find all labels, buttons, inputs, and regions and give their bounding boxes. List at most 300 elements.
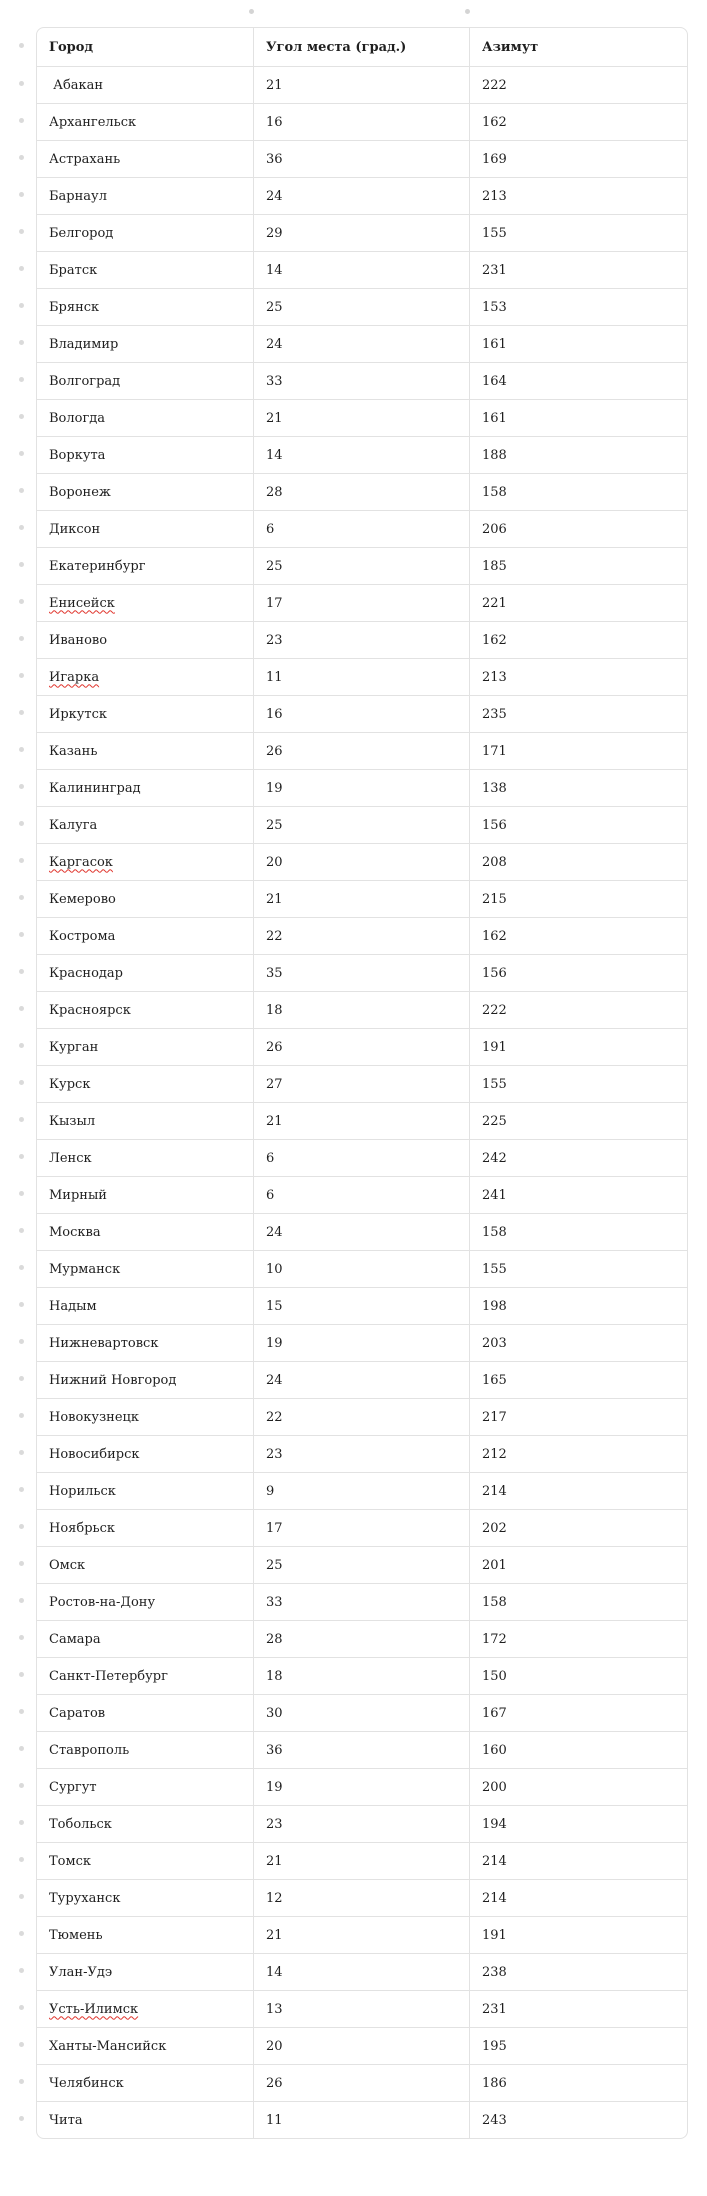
row-handle[interactable] <box>19 1154 24 1159</box>
elevation-cell[interactable]: 33 <box>253 363 469 399</box>
table-row <box>37 584 687 621</box>
city-cell[interactable] <box>37 844 253 880</box>
row-handle[interactable] <box>19 599 24 604</box>
city-cell[interactable] <box>37 474 253 510</box>
table-row <box>37 1361 687 1398</box>
elevation-cell[interactable]: 11 <box>253 659 469 695</box>
elevation-cell[interactable]: 36 <box>253 1732 469 1768</box>
city-name: Улан-Удэ <box>49 1964 113 1980</box>
azimuth-cell[interactable]: 217 <box>469 1399 687 1435</box>
table-row <box>37 917 687 954</box>
city-cell[interactable] <box>37 1436 253 1472</box>
row-handle[interactable] <box>19 710 24 715</box>
azimuth-cell[interactable]: 155 <box>469 1066 687 1102</box>
elevation-cell[interactable]: 25 <box>253 807 469 843</box>
azimuth-cell[interactable]: 231 <box>469 252 687 288</box>
elevation-cell[interactable]: 13 <box>253 1991 469 2027</box>
row-handle[interactable] <box>19 1043 24 1048</box>
elevation-cell[interactable]: 20 <box>253 2028 469 2064</box>
city-cell[interactable] <box>37 807 253 843</box>
table-row <box>37 66 687 103</box>
table-row <box>37 251 687 288</box>
row-handle[interactable] <box>19 1709 24 1714</box>
azimuth-cell[interactable]: 158 <box>469 1214 687 1250</box>
row-handle[interactable] <box>19 636 24 641</box>
city-cell[interactable] <box>37 1917 253 1953</box>
row-handle[interactable] <box>19 1931 24 1936</box>
city-cell[interactable] <box>37 1991 253 2027</box>
elevation-cell[interactable]: 26 <box>253 733 469 769</box>
table-row <box>37 362 687 399</box>
city-cell[interactable] <box>37 696 253 732</box>
row-handle[interactable] <box>19 451 24 456</box>
elevation-cell[interactable]: 20 <box>253 844 469 880</box>
table-row <box>37 1102 687 1139</box>
elevation-cell[interactable]: 12 <box>253 1880 469 1916</box>
city-cell[interactable] <box>37 511 253 547</box>
row-handle[interactable] <box>19 340 24 345</box>
elevation-cell[interactable]: 25 <box>253 289 469 325</box>
elevation-cell[interactable]: 16 <box>253 696 469 732</box>
city-cell[interactable] <box>37 1029 253 1065</box>
table-row <box>37 325 687 362</box>
elevation-cell[interactable]: 25 <box>253 548 469 584</box>
elevation-cell[interactable]: 6 <box>253 1140 469 1176</box>
row-handle[interactable] <box>19 895 24 900</box>
azimuth-cell[interactable]: 243 <box>469 2102 687 2138</box>
azimuth-cell[interactable]: 162 <box>469 104 687 140</box>
city-cell[interactable] <box>37 1399 253 1435</box>
azimuth-cell[interactable]: 188 <box>469 437 687 473</box>
city-cell[interactable] <box>37 622 253 658</box>
row-handle[interactable] <box>19 81 24 86</box>
elevation-cell[interactable]: 19 <box>253 1769 469 1805</box>
city-name: Санкт-Петербург <box>49 1668 168 1684</box>
city-cell[interactable] <box>37 881 253 917</box>
table-row <box>37 1176 687 1213</box>
row-handle[interactable] <box>19 377 24 382</box>
azimuth-cell[interactable]: 201 <box>469 1547 687 1583</box>
azimuth-cell[interactable]: 222 <box>469 67 687 103</box>
city-name: Кемерово <box>49 891 116 907</box>
azimuth-cell[interactable]: 158 <box>469 1584 687 1620</box>
city-cell[interactable] <box>37 733 253 769</box>
elevation-cell[interactable]: 21 <box>253 400 469 436</box>
city-name: Сургут <box>49 1779 97 1795</box>
city-cell[interactable] <box>37 1288 253 1324</box>
row-handle[interactable] <box>19 747 24 752</box>
row-handle[interactable] <box>19 1968 24 1973</box>
azimuth-cell[interactable]: 169 <box>469 141 687 177</box>
table-row <box>37 1435 687 1472</box>
elevation-cell[interactable]: 35 <box>253 955 469 991</box>
azimuth-cell[interactable]: 160 <box>469 1732 687 1768</box>
azimuth-cell[interactable]: 198 <box>469 1288 687 1324</box>
city-cell[interactable] <box>37 1954 253 1990</box>
header-city[interactable]: Город <box>49 39 94 55</box>
city-name: Енисейск <box>49 595 115 611</box>
table-row <box>37 1990 687 2027</box>
city-cell[interactable] <box>37 918 253 954</box>
azimuth-cell[interactable]: 242 <box>469 1140 687 1176</box>
table-row <box>37 1324 687 1361</box>
row-handle[interactable] <box>19 969 24 974</box>
azimuth-cell[interactable]: 241 <box>469 1177 687 1213</box>
table-row <box>37 399 687 436</box>
table-row <box>37 1620 687 1657</box>
azimuth-cell[interactable]: 215 <box>469 881 687 917</box>
row-handle[interactable] <box>19 562 24 567</box>
city-name: Диксон <box>49 521 101 537</box>
row-handle[interactable] <box>19 1561 24 1566</box>
city-cell[interactable] <box>37 1066 253 1102</box>
elevation-cell[interactable]: 23 <box>253 1436 469 1472</box>
city-name: Игарка <box>49 669 100 685</box>
column-handle-1[interactable] <box>249 9 254 14</box>
table-row <box>37 2101 687 2138</box>
table-row <box>37 1879 687 1916</box>
row-handle[interactable] <box>19 1191 24 1196</box>
table-row <box>37 991 687 1028</box>
azimuth-cell[interactable]: 150 <box>469 1658 687 1694</box>
elevation-cell[interactable]: 24 <box>253 178 469 214</box>
table-row <box>37 843 687 880</box>
row-handle[interactable] <box>19 1524 24 1529</box>
city-name: Братск <box>49 262 98 278</box>
row-handle[interactable] <box>19 1857 24 1862</box>
elevation-cell[interactable]: 26 <box>253 1029 469 1065</box>
row-handle[interactable] <box>19 1413 24 1418</box>
city-cell[interactable] <box>37 215 253 251</box>
elevation-cell[interactable]: 11 <box>253 2102 469 2138</box>
city-cell[interactable] <box>37 1732 253 1768</box>
city-cell[interactable] <box>37 1584 253 1620</box>
azimuth-cell[interactable]: 172 <box>469 1621 687 1657</box>
table-row <box>37 1472 687 1509</box>
table-row <box>37 1768 687 1805</box>
table-row <box>37 1509 687 1546</box>
city-cell[interactable] <box>37 363 253 399</box>
city-name: Архангельск <box>49 114 137 130</box>
city-name: Омск <box>49 1557 86 1573</box>
city-cell[interactable] <box>37 104 253 140</box>
azimuth-cell[interactable]: 191 <box>469 1029 687 1065</box>
row-handle[interactable] <box>19 266 24 271</box>
city-name: Казань <box>49 743 98 759</box>
table-row <box>37 2027 687 2064</box>
azimuth-cell[interactable]: 138 <box>469 770 687 806</box>
city-name: Белгород <box>49 225 114 241</box>
row-handle[interactable] <box>19 821 24 826</box>
city-cell[interactable] <box>37 1658 253 1694</box>
row-handle[interactable] <box>19 1820 24 1825</box>
city-cell[interactable] <box>37 1103 253 1139</box>
azimuth-cell[interactable]: 195 <box>469 2028 687 2064</box>
elevation-cell[interactable]: 19 <box>253 770 469 806</box>
city-name: Саратов <box>49 1705 106 1721</box>
city-cell[interactable] <box>37 67 253 103</box>
city-cell[interactable] <box>37 1547 253 1583</box>
header-row-handle[interactable] <box>19 43 24 48</box>
elevation-cell[interactable]: 21 <box>253 1843 469 1879</box>
city-name: Курган <box>49 1039 99 1055</box>
city-cell[interactable] <box>37 1140 253 1176</box>
city-name: Кострома <box>49 928 116 944</box>
azimuth-cell[interactable]: 164 <box>469 363 687 399</box>
city-cell[interactable] <box>37 1510 253 1546</box>
table-row <box>37 1731 687 1768</box>
elevation-cell[interactable]: 22 <box>253 1399 469 1435</box>
city-cell[interactable] <box>37 1177 253 1213</box>
city-name: Курск <box>49 1076 91 1092</box>
elevation-cell[interactable]: 18 <box>253 1658 469 1694</box>
table-row <box>37 880 687 917</box>
azimuth-cell[interactable]: 208 <box>469 844 687 880</box>
azimuth-cell[interactable]: 222 <box>469 992 687 1028</box>
azimuth-cell[interactable]: 214 <box>469 1473 687 1509</box>
table-row <box>37 954 687 991</box>
table-row <box>37 140 687 177</box>
city-name: Кызыл <box>49 1113 96 1129</box>
elevation-cell[interactable]: 23 <box>253 622 469 658</box>
azimuth-cell[interactable]: 231 <box>469 1991 687 2027</box>
table-row <box>37 510 687 547</box>
row-handle[interactable] <box>19 155 24 160</box>
azimuth-cell[interactable]: 203 <box>469 1325 687 1361</box>
azimuth-cell[interactable]: 212 <box>469 1436 687 1472</box>
elevation-cell[interactable]: 21 <box>253 67 469 103</box>
header-elevation[interactable]: Угол места (град.) <box>253 28 469 66</box>
city-cell[interactable] <box>37 1769 253 1805</box>
row-handle[interactable] <box>19 1080 24 1085</box>
table-header-row <box>37 28 687 66</box>
row-handle[interactable] <box>19 1450 24 1455</box>
row-handle[interactable] <box>19 1006 24 1011</box>
city-cell[interactable] <box>37 1621 253 1657</box>
row-handle[interactable] <box>19 1672 24 1677</box>
row-handle[interactable] <box>19 2116 24 2121</box>
city-cell[interactable] <box>37 1251 253 1287</box>
azimuth-cell[interactable]: 171 <box>469 733 687 769</box>
azimuth-cell[interactable]: 206 <box>469 511 687 547</box>
city-cell[interactable] <box>37 1880 253 1916</box>
city-cell[interactable] <box>37 289 253 325</box>
azimuth-cell[interactable]: 213 <box>469 659 687 695</box>
elevation-cell[interactable]: 18 <box>253 992 469 1028</box>
azimuth-cell[interactable]: 155 <box>469 215 687 251</box>
city-name: Иваново <box>49 632 108 648</box>
azimuth-cell[interactable]: 162 <box>469 622 687 658</box>
elevation-cell[interactable]: 36 <box>253 141 469 177</box>
city-name: Краснодар <box>49 965 123 981</box>
elevation-cell[interactable]: 16 <box>253 104 469 140</box>
city-cell[interactable] <box>37 437 253 473</box>
elevation-cell[interactable]: 19 <box>253 1325 469 1361</box>
city-name: Каргасок <box>49 854 113 870</box>
city-name: Челябинск <box>49 2075 124 2091</box>
azimuth-cell[interactable]: 214 <box>469 1880 687 1916</box>
azimuth-cell[interactable]: 161 <box>469 326 687 362</box>
azimuth-cell[interactable]: 214 <box>469 1843 687 1879</box>
city-cell[interactable] <box>37 1362 253 1398</box>
table-row <box>37 1065 687 1102</box>
elevation-cell[interactable]: 24 <box>253 326 469 362</box>
elevation-cell[interactable]: 6 <box>253 511 469 547</box>
row-handle[interactable] <box>19 1339 24 1344</box>
table-row <box>37 473 687 510</box>
elevation-cell[interactable]: 25 <box>253 1547 469 1583</box>
city-cell[interactable] <box>37 770 253 806</box>
elevation-cell[interactable]: 17 <box>253 1510 469 1546</box>
city-cell[interactable] <box>37 2065 253 2101</box>
elevation-cell[interactable]: 30 <box>253 1695 469 1731</box>
city-name: Воронеж <box>49 484 111 500</box>
elevation-cell[interactable]: 15 <box>253 1288 469 1324</box>
row-handle[interactable] <box>19 858 24 863</box>
row-handle[interactable] <box>19 1302 24 1307</box>
header-azimuth[interactable]: Азимут <box>469 28 687 66</box>
elevation-cell[interactable]: 27 <box>253 1066 469 1102</box>
elevation-cell[interactable]: 14 <box>253 437 469 473</box>
table-row <box>37 547 687 584</box>
elevation-cell[interactable]: 24 <box>253 1362 469 1398</box>
city-name: Ханты-Мансийск <box>49 2038 167 2054</box>
table-row <box>37 1694 687 1731</box>
row-handle[interactable] <box>19 1376 24 1381</box>
city-cell[interactable] <box>37 1473 253 1509</box>
azimuth-cell[interactable]: 155 <box>469 1251 687 1287</box>
elevation-cell[interactable]: 14 <box>253 252 469 288</box>
elevation-cell[interactable]: 29 <box>253 215 469 251</box>
elevation-cell[interactable]: 28 <box>253 474 469 510</box>
elevation-cell[interactable]: 28 <box>253 1621 469 1657</box>
city-name: Чита <box>49 2112 83 2128</box>
city-cell[interactable] <box>37 548 253 584</box>
city-cell[interactable] <box>37 252 253 288</box>
azimuth-cell[interactable]: 213 <box>469 178 687 214</box>
row-handle[interactable] <box>19 303 24 308</box>
city-name: Калуга <box>49 817 98 833</box>
row-handle[interactable] <box>19 2005 24 2010</box>
table-row <box>37 1287 687 1324</box>
azimuth-cell[interactable]: 185 <box>469 548 687 584</box>
row-handle[interactable] <box>19 673 24 678</box>
row-handle[interactable] <box>19 414 24 419</box>
azimuth-cell[interactable]: 153 <box>469 289 687 325</box>
row-handle[interactable] <box>19 488 24 493</box>
elevation-cell[interactable]: 24 <box>253 1214 469 1250</box>
azimuth-cell[interactable]: 156 <box>469 807 687 843</box>
azimuth-cell[interactable]: 238 <box>469 1954 687 1990</box>
city-cell[interactable] <box>37 585 253 621</box>
table-row <box>37 769 687 806</box>
elevation-cell[interactable]: 22 <box>253 918 469 954</box>
table-row <box>37 214 687 251</box>
city-cell[interactable] <box>37 1214 253 1250</box>
city-cell[interactable] <box>37 2102 253 2138</box>
city-cell[interactable] <box>37 178 253 214</box>
city-cell[interactable] <box>37 955 253 991</box>
azimuth-cell[interactable]: 156 <box>469 955 687 991</box>
city-name: Тюмень <box>49 1927 103 1943</box>
azimuth-cell[interactable]: 194 <box>469 1806 687 1842</box>
city-cell[interactable] <box>37 992 253 1028</box>
elevation-cell[interactable]: 6 <box>253 1177 469 1213</box>
city-cell[interactable] <box>37 1806 253 1842</box>
row-handle[interactable] <box>19 229 24 234</box>
city-cell[interactable] <box>37 2028 253 2064</box>
azimuth-cell[interactable]: 165 <box>469 1362 687 1398</box>
city-cell[interactable] <box>37 326 253 362</box>
city-cell[interactable] <box>37 400 253 436</box>
elevation-cell[interactable]: 21 <box>253 881 469 917</box>
column-handle-2[interactable] <box>465 9 470 14</box>
table-row <box>37 103 687 140</box>
azimuth-cell[interactable]: 158 <box>469 474 687 510</box>
elevation-cell[interactable]: 23 <box>253 1806 469 1842</box>
city-name: Туруханск <box>49 1890 121 1906</box>
table-row <box>37 436 687 473</box>
row-handle[interactable] <box>19 784 24 789</box>
table-row <box>37 177 687 214</box>
elevation-cell[interactable]: 21 <box>253 1103 469 1139</box>
row-handle[interactable] <box>19 932 24 937</box>
table-row <box>37 1842 687 1879</box>
city-cell[interactable] <box>37 1843 253 1879</box>
elevation-cell[interactable]: 14 <box>253 1954 469 1990</box>
azimuth-cell[interactable]: 161 <box>469 400 687 436</box>
city-cell[interactable] <box>37 659 253 695</box>
elevation-cell[interactable]: 21 <box>253 1917 469 1953</box>
elevation-cell[interactable]: 9 <box>253 1473 469 1509</box>
elevation-cell[interactable]: 26 <box>253 2065 469 2101</box>
azimuth-cell[interactable]: 200 <box>469 1769 687 1805</box>
elevation-cell[interactable]: 33 <box>253 1584 469 1620</box>
city-name: Усть-Илимск <box>49 2001 139 2017</box>
city-name: Брянск <box>49 299 100 315</box>
azimuth-cell[interactable]: 235 <box>469 696 687 732</box>
row-handle[interactable] <box>19 2042 24 2047</box>
row-handle[interactable] <box>19 1117 24 1122</box>
azimuth-cell[interactable]: 186 <box>469 2065 687 2101</box>
elevation-cell[interactable]: 17 <box>253 585 469 621</box>
row-handle[interactable] <box>19 1894 24 1899</box>
azimuth-cell[interactable]: 167 <box>469 1695 687 1731</box>
row-handle[interactable] <box>19 118 24 123</box>
azimuth-cell[interactable]: 221 <box>469 585 687 621</box>
row-handle[interactable] <box>19 1746 24 1751</box>
city-name: Надым <box>49 1298 97 1314</box>
row-handle[interactable] <box>19 1487 24 1492</box>
row-handle[interactable] <box>19 525 24 530</box>
row-handle[interactable] <box>19 1228 24 1233</box>
elevation-cell[interactable]: 10 <box>253 1251 469 1287</box>
city-cell[interactable] <box>37 141 253 177</box>
azimuth-cell[interactable]: 191 <box>469 1917 687 1953</box>
row-handle[interactable] <box>19 2079 24 2084</box>
azimuth-cell[interactable]: 162 <box>469 918 687 954</box>
row-handle[interactable] <box>19 192 24 197</box>
azimuth-cell[interactable]: 225 <box>469 1103 687 1139</box>
row-handle[interactable] <box>19 1635 24 1640</box>
azimuth-cell[interactable]: 202 <box>469 1510 687 1546</box>
city-cell[interactable] <box>37 1695 253 1731</box>
row-handle[interactable] <box>19 1598 24 1603</box>
row-handle[interactable] <box>19 1265 24 1270</box>
city-name: Екатеринбург <box>49 558 146 574</box>
city-cell[interactable] <box>37 1325 253 1361</box>
row-handle[interactable] <box>19 1783 24 1788</box>
